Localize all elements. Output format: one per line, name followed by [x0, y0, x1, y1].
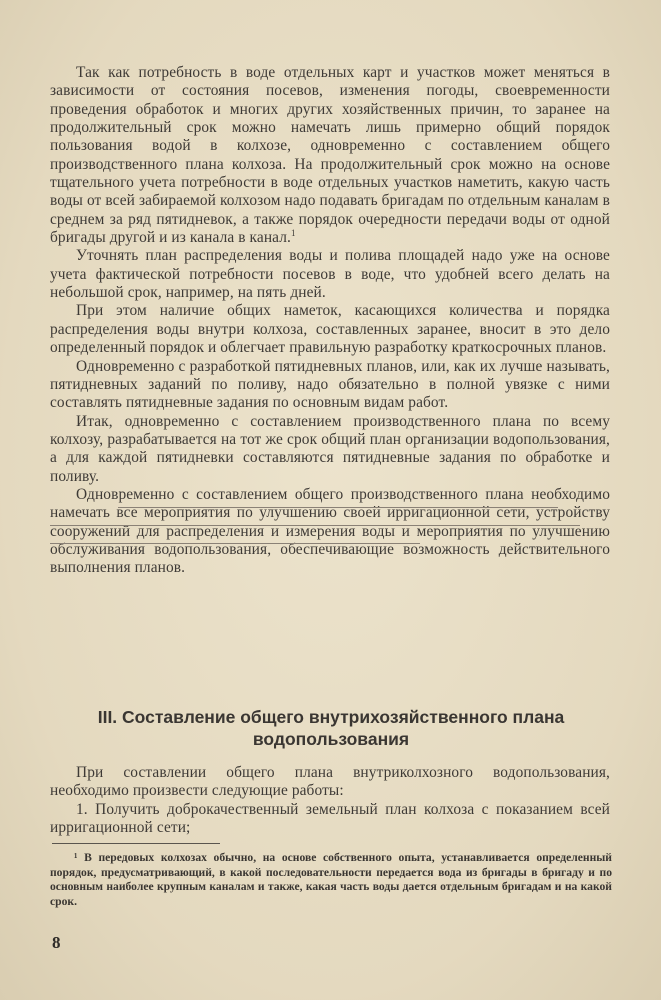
paragraph-3: При этом наличие общих наметок, касающихся количества и порядка распределения воды внутри колхоза, составленных заранее, вносит в это дело определенный порядок и облегчает правильную разработку краткосрочных планов. [50, 302, 610, 357]
paragraph-2: Уточнять план распределения воды и полива площадей надо уже на основе учета фактической потребности посевов в воде, что удобней всего делать на небольшой срок, например, на пять дней. [50, 247, 610, 302]
page-number: 8 [52, 933, 61, 952]
pencil-underline [50, 525, 580, 526]
pencil-underline [50, 543, 420, 544]
footnote-divider [52, 843, 220, 844]
paragraph-6: Одновременно с составлением общего производственного плана необходимо намечать все мероприятия по улучшению своей ирригационной сети, устройству сооружений для распределения и измерения воды и мероприятия по улучшению обслуживания водопользования, обеспечивающие возможность действительного выполнения планов. [50, 485, 610, 577]
footnote-reference: 1 [290, 227, 296, 238]
pencil-underline [118, 507, 558, 508]
section-text [50, 764, 610, 837]
body-text [50, 64, 610, 578]
section-heading: III. Составление общего внутрихозяйственного плана водопользования [97, 707, 565, 749]
footnote: ¹ В передовых колхозах обычно, на основе собственного опыта, устанавливается определенный порядок, предусматривающий, в какой последовательности передается вода из бригады в бригаду и по основным наиболее крупным каналам и также, какая часть воды дается отдельным бригадам и на какой срок. [50, 851, 612, 908]
paragraph-4: Одновременно с разработкой пятидневных планов, или, как их лучше называть, пятидневных заданий по поливу, надо обязательно в полной увязке с ними составлять пятидневные задания по основным видам работ. [50, 357, 610, 412]
section-paragraph-1: При составлении общего плана внутриколхозного водопользования, необходимо произвести следующие работы: [50, 764, 610, 800]
paragraph-1: Так как потребность в воде отдельных карт и участков может меняться в зависимости от состояния посевов, изменения погоды, своевременности проведения обработок и многих других хозяйственных причин, то заранее на продолжительный срок можно намечать лишь примерно общий порядок пользования водой в колхозе, одновременно с составлением общего производственного плана колхоза. На продолжительный срок можно на основе тщательного учета потребности в воде отдельных участков наметить, какую часть воды от всей забираемой колхозом надо подавать бригадам по отдельным каналам в среднем за ряд пятидневок, а также порядок очередности передачи воды от одной бригады другой и из канала в канал.$^1$ [50, 64, 610, 247]
section-paragraph-2: 1. Получить доброкачественный земельный план колхоза с показанием всей ирригационной сети; [50, 800, 610, 837]
paragraph-5: Итак, одновременно с составлением производственного плана по всему колхозу, разрабатывается на тот же срок общий план организации водопользования, а для каждой пятидневки составляются пятидневные задания по обработке и поливу. [50, 412, 610, 485]
